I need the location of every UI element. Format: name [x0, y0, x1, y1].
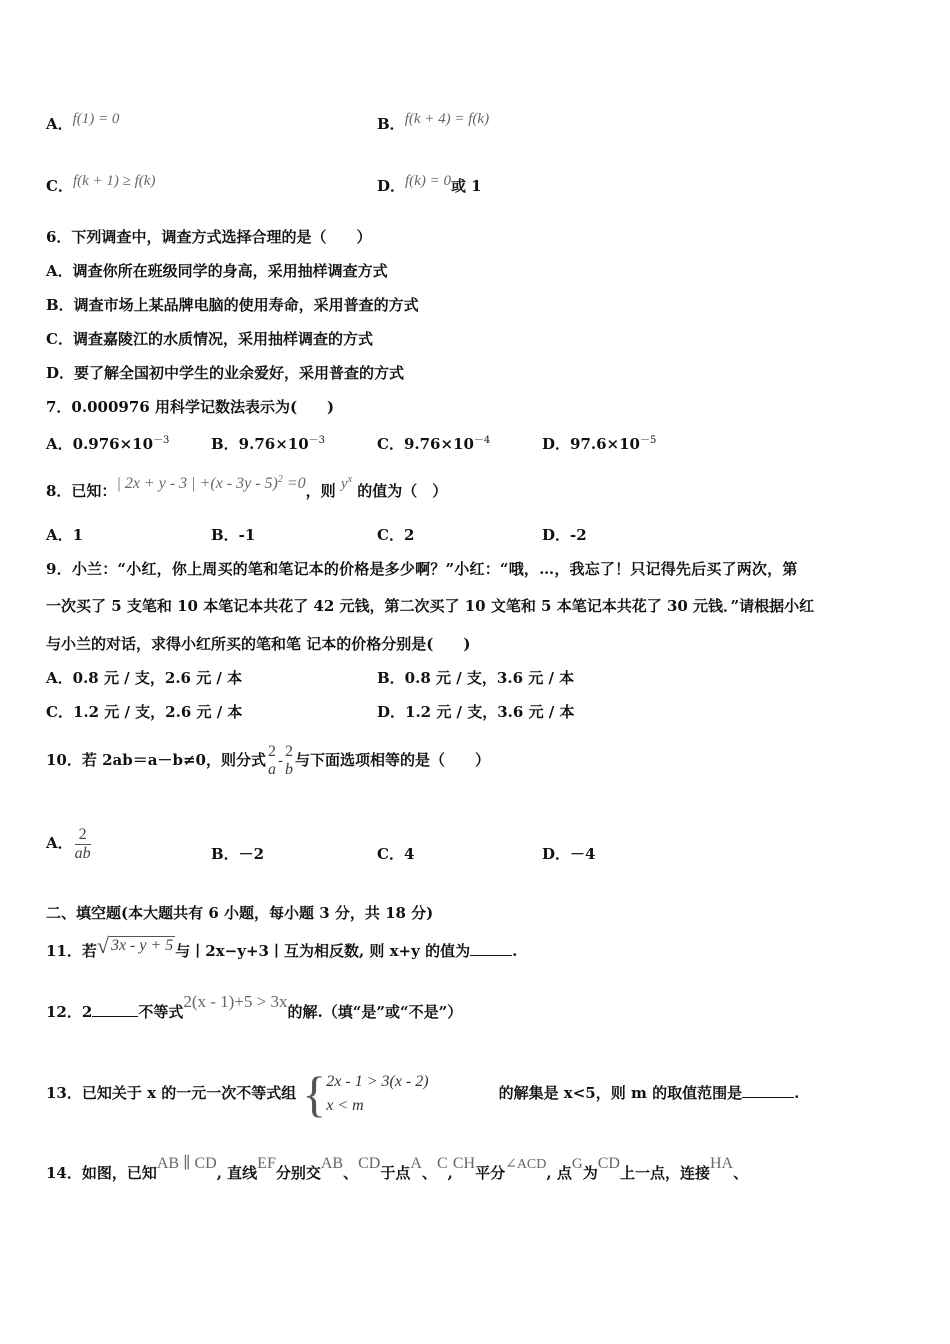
q5-c-formula: f(k + 1) ≥ f(k): [72, 173, 156, 189]
q6-option-b: B．调查市场上某品牌电脑的使用寿命，采用普查的方式: [46, 296, 419, 314]
q5-option-b: B．f(k + 4) = f(k): [377, 111, 490, 133]
q11-answer-blank[interactable]: [470, 941, 512, 956]
q9-stem-line2: 一次买了 5 支笔和 10 本笔记本共花了 42 元钱，第二次买了 10 文笔和 5 本笔记本共花了 30 元钱．”请根据小红: [46, 597, 815, 615]
q10-option-a: A． $\frac{2}{ab}$: [46, 825, 91, 862]
q10-fraction-2: 2 b: [284, 743, 293, 778]
q5-a-formula: f(1) = 0: [72, 111, 120, 127]
q8-option-c: C．2: [377, 526, 415, 544]
q5-option-a: A．f(1) = 0: [46, 111, 120, 133]
q11-radical: √ 3x - y + 5: [96, 933, 174, 958]
q8-power: $y^x$: [340, 474, 353, 492]
q8-option-d: D．-2: [542, 526, 587, 544]
q10-a-fraction: $\frac{2}{ab}$: [74, 825, 91, 862]
q13-answer-blank[interactable]: [742, 1083, 794, 1098]
q12-inequality: 2(x - 1)+5 > 3x: [183, 992, 288, 1011]
q9-stem-line1: 9．小兰：“小红，你上周买的笔和笔记本的价格是多少啊？”小红：“哦，…，我忘了！只记得先后买了两次，第: [46, 560, 798, 578]
q5-b-formula: f(k + 4) = f(k): [404, 111, 490, 127]
q5-d-formula: f(k) = 0: [405, 173, 451, 189]
q8-stem: 8．已知：| 2x + y - 3 | +(x - 3y - 5)$^2$ =0，则 $y^x$ 的值为（ ）: [46, 474, 448, 500]
q12-stem: 12．2 不等式2(x - 1)+5 > 3x的解.（填“是”或“不是”）: [46, 992, 463, 1021]
q10-stem: 10．若 2ab＝a－b≠0，则分式 2 a - 2 b 与下面选项相等的是（ ）: [46, 743, 490, 778]
q5-option-c: C．f(k + 1) ≥ f(k): [46, 173, 156, 195]
q9-option-d: D．1.2 元 / 支，3.6 元 / 本: [377, 703, 575, 721]
q10-fraction-1: 2 a: [267, 743, 276, 778]
q6-option-d: D．要了解全国初中学生的业余爱好，采用普查的方式: [46, 364, 405, 382]
q8-equation: | 2x + y - 3 | +(x - 3y - 5)$^2$ =0: [116, 474, 306, 492]
q8-option-a: A．1: [46, 526, 84, 544]
section-heading-fill-in: 二、填空题(本大题共有 6 小题，每小题 3 分，共 18 分): [46, 904, 434, 922]
q12-answer-blank[interactable]: [92, 1002, 138, 1017]
q7-option-d: D．$97.6\times 10^{-5}$: [542, 435, 657, 453]
q8-option-b: B．-1: [211, 526, 256, 544]
q6-option-c: C．调查嘉陵江的水质情况，采用抽样调查的方式: [46, 330, 373, 348]
q7-option-c: C．$9.76\times 10^{-4}$: [377, 435, 491, 453]
q7-option-b: B．$9.76\times 10^{-3}$: [211, 435, 326, 453]
q10-option-c: C．4: [377, 845, 415, 863]
q10-option-b: B．－2: [211, 845, 265, 863]
q7-stem: 7．0.000976 用科学记数法表示为( ): [46, 398, 335, 416]
q6-stem: 6．下列调查中，调查方式选择合理的是（ ）: [46, 228, 372, 246]
q6-option-a: A．调查你所在班级同学的身高，采用抽样调查方式: [46, 262, 388, 280]
q9-option-a: A．0.8 元 / 支，2.6 元 / 本: [46, 669, 243, 687]
q11-stem: 11．若√ 3x - y + 5 与丨2x−y+3丨互为相反数, 则 x+y 的值为 .: [46, 933, 518, 960]
q7-option-a: A．$0.976\times 10^{-3}$: [46, 435, 170, 453]
q9-stem-line3: 与小兰的对话，求得小红所买的笔和笔 记本的价格分别是( ): [46, 635, 471, 653]
q9-option-b: B．0.8 元 / 支，3.6 元 / 本: [377, 669, 575, 687]
q5-option-d: D．f(k) = 0或 1: [377, 173, 482, 195]
q10-option-d: D．－4: [542, 845, 596, 863]
q13-stem: 13．已知关于 x 的一元一次不等式组 { 2x - 1 > 3(x - 2) x < m 的解集是 x<5，则 m 的取值范围是 .: [46, 1063, 799, 1124]
q14-stem: 14．如图，已知AB ∥ CD, 直线EF分别交AB、CD于点A、C,CH平分∠ACD, 点G为CD上一点，连接HA、: [46, 1155, 749, 1182]
q13-inequality-system: { 2x - 1 > 3(x - 2) x < m: [302, 1066, 429, 1123]
q9-option-c: C．1.2 元 / 支，2.6 元 / 本: [46, 703, 243, 721]
